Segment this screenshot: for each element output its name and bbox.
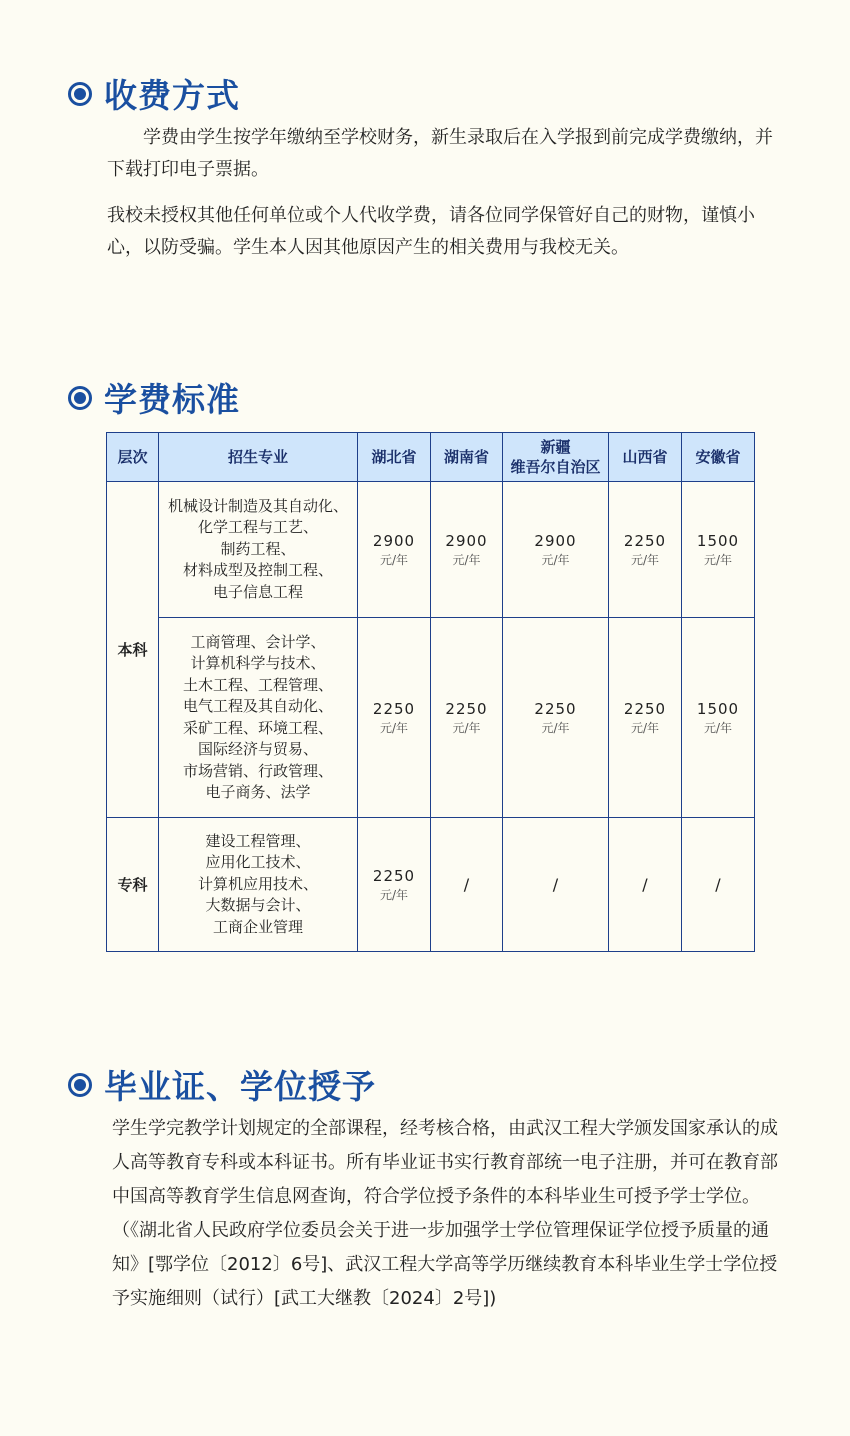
fee-cell <box>609 818 682 952</box>
circle-bullet-icon <box>68 82 92 106</box>
fee-cell <box>358 618 431 818</box>
majors-cell <box>159 482 358 618</box>
fee-cell <box>609 618 682 818</box>
majors-cell <box>159 818 358 952</box>
fee-value: 2250 <box>372 699 416 718</box>
majors-cell <box>159 618 358 818</box>
fee-cell <box>503 818 609 952</box>
fee-unit: 元/年 <box>379 887 409 902</box>
fee-unit: 元/年 <box>541 552 570 567</box>
major-line: 应用化工技术、 <box>205 853 311 872</box>
table-row <box>107 482 755 618</box>
fee-unit: 元/年 <box>703 720 733 735</box>
major-line: 工商企业管理 <box>212 917 303 936</box>
header-level: 层次 <box>107 433 159 482</box>
section-heading: 学费标准 <box>104 380 240 419</box>
fee-value: 2250 <box>623 531 667 550</box>
fee-cell <box>682 482 755 618</box>
fee-cell <box>431 818 503 952</box>
fee-cell <box>682 618 755 818</box>
fee-value: 2900 <box>372 531 416 550</box>
fee-unit: 元/年 <box>379 552 409 567</box>
payment-paragraph-1: 学费由学生按学年缴纳至学校财务，新生录取后在入学报到前完成学费缴纳，并下载打印电子票据。 <box>107 127 773 180</box>
fee-unit: 元/年 <box>452 552 481 567</box>
table-row <box>107 618 755 818</box>
fee-value: / <box>642 875 648 894</box>
major-line: 土木工程、工程管理、 <box>182 675 333 694</box>
fee-value: 2250 <box>372 866 416 885</box>
major-line: 采矿工程、环境工程、 <box>182 718 333 737</box>
fee-value: 2900 <box>534 531 577 550</box>
section-title-standard <box>68 374 240 421</box>
fee-value: / <box>715 875 721 894</box>
fee-cell <box>358 818 431 952</box>
section-heading: 收费方式 <box>104 76 240 115</box>
fee-unit: 元/年 <box>541 720 570 735</box>
major-line: 制药工程、 <box>220 539 296 558</box>
fee-table <box>106 432 755 952</box>
fee-value: 2250 <box>623 699 667 718</box>
major-line: 市场营销、行政管理、 <box>182 761 333 780</box>
fee-value: / <box>463 875 470 894</box>
header-hubei: 湖北省 <box>358 433 431 482</box>
header-shanxi: 山西省 <box>609 433 682 482</box>
level-cell-associate: 专科 <box>107 818 159 952</box>
circle-bullet-icon <box>68 1073 92 1097</box>
major-line: 化学工程与工艺、 <box>197 518 318 537</box>
major-line: 大数据与会计、 <box>205 896 311 915</box>
fee-unit: 元/年 <box>630 720 660 735</box>
fee-cell <box>503 618 609 818</box>
fee-value: 1500 <box>696 531 740 550</box>
major-line: 工商管理、会计学、 <box>190 632 326 651</box>
degree-paragraph: 学生学完教学计划规定的全部课程，经考核合格，由武汉工程大学颁发国家承认的成人高等教育专科或本科证书。所有毕业证书实行教育部统一电子注册，并可在教育部中国高等教育学生信息网查询，符合学位授予条件的本科毕业生可授予学士学位。（《湖北省人民政府学位委员会关于进一步加强学士学位管理保证学位授予质量的通知》[鄂学位〔2012〕6号]、武汉工程大学高等学历继续教育本科毕业生学士学位授予实施细则（试行）[武工大继教〔2024〕2号]) <box>112 1118 778 1309</box>
section-title-payment <box>68 70 240 117</box>
fee-value: 2250 <box>445 699 488 718</box>
fee-value: 2250 <box>534 699 577 718</box>
major-line: 机械设计制造及其自动化、 <box>167 496 348 515</box>
major-line: 电子商务、法学 <box>205 783 311 801</box>
fee-cell <box>431 618 503 818</box>
header-xinjiang-line1: 新疆 <box>540 438 571 456</box>
fee-cell <box>503 482 609 618</box>
fee-unit: 元/年 <box>630 552 660 567</box>
major-line: 国际经济与贸易、 <box>197 740 318 758</box>
fee-unit: 元/年 <box>379 720 409 735</box>
major-line: 建设工程管理、 <box>205 831 311 850</box>
major-line: 电气工程及其自动化、 <box>182 697 333 715</box>
fee-unit: 元/年 <box>452 720 481 735</box>
fee-value: 2900 <box>445 531 488 550</box>
header-xinjiang <box>503 433 609 482</box>
fee-cell <box>358 482 431 618</box>
fee-value: / <box>552 875 559 894</box>
major-line: 计算机应用技术、 <box>197 874 318 893</box>
section-title-degree <box>68 1061 376 1108</box>
payment-paragraph-2: 我校未授权其他任何单位或个人代收学费，请各位同学保管好自己的财物，谨慎小心，以防受骗。学生本人因其他原因产生的相关费用与我校无关。 <box>107 205 755 258</box>
circle-bullet-icon <box>68 386 92 410</box>
major-line: 电子信息工程 <box>212 582 303 601</box>
table-header-row <box>107 433 755 482</box>
header-major: 招生专业 <box>159 433 358 482</box>
header-hunan: 湖南省 <box>431 433 503 482</box>
fee-unit: 元/年 <box>703 552 733 567</box>
fee-cell <box>682 818 755 952</box>
header-anhui: 安徽省 <box>682 433 755 482</box>
table-row <box>107 818 755 952</box>
fee-cell <box>431 482 503 618</box>
level-cell-bachelor: 本科 <box>107 482 159 818</box>
fee-cell <box>609 482 682 618</box>
major-line: 计算机科学与技术、 <box>190 654 326 672</box>
section-heading: 毕业证、学位授予 <box>104 1067 376 1106</box>
major-line: 材料成型及控制工程、 <box>182 561 333 580</box>
header-xinjiang-line2: 维吾尔自治区 <box>510 458 601 476</box>
fee-value: 1500 <box>696 699 740 718</box>
